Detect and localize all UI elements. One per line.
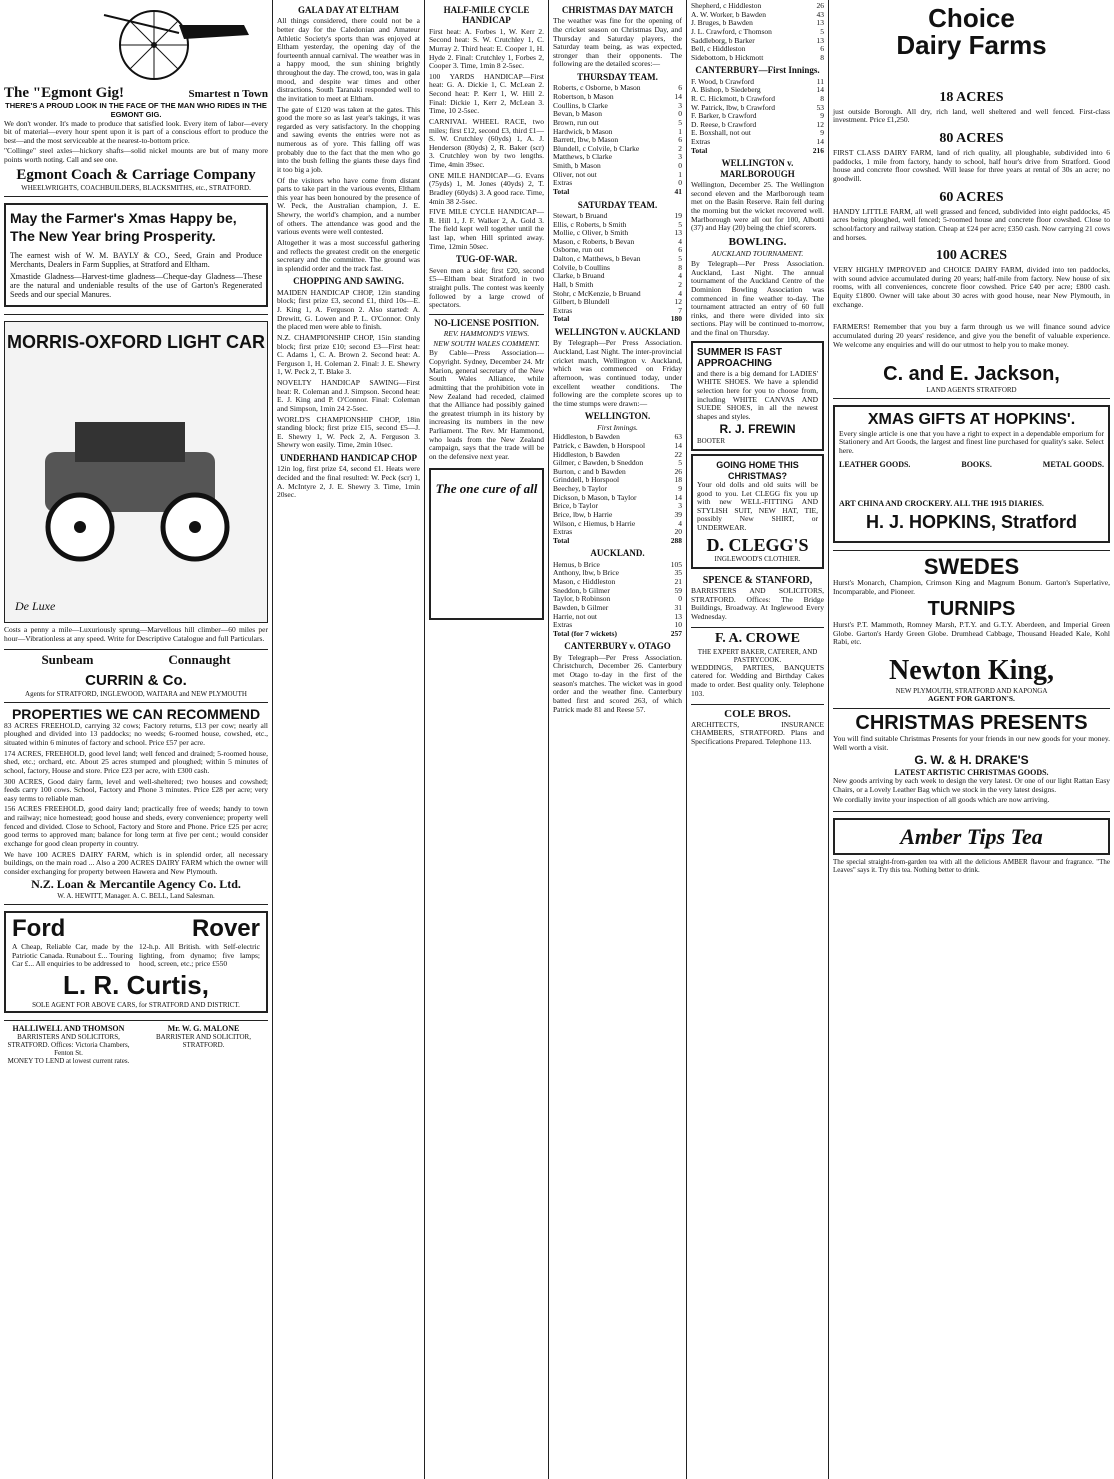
score-row (553, 520, 682, 529)
spence-name: SPENCE & STANFORD, (702, 575, 813, 587)
batsman-name: Bevan, b Mason (553, 109, 602, 119)
canterbury-first-innings-heading: CANTERBURY—First Innings. (695, 65, 820, 76)
score-row (553, 613, 682, 622)
canterbury-total: Total 216 (691, 145, 824, 155)
batsman-runs: 9 (820, 128, 824, 138)
auckland-scorecard (553, 561, 682, 630)
farm-acreage: 60 ACRES (939, 189, 1004, 205)
batsman-name: Stewart, b Bruand (553, 210, 608, 220)
batsman-runs: 8 (820, 52, 824, 62)
batsman-name: Hiddleston, b Bawden (553, 449, 620, 459)
batsman-name: Shepherd, c Hiddleston (691, 1, 762, 10)
batsman-runs: 5 (820, 26, 824, 36)
batsman-name: Taylor, b Robinson (553, 594, 611, 604)
cole-bros-ad (691, 705, 824, 753)
curtis-sub: SOLE AGENT FOR ABOVE CARS, for STRATFORD AND DISTRICT. (32, 1000, 240, 1009)
batsman-runs: 31 (674, 602, 682, 612)
batsman-runs: 10 (674, 620, 682, 630)
article-paragraph: Seven men a side; first £20, second £5—Eltham beat Stratford in two straight pulls. The contest was keenly followed by a large crowd of spectators. (429, 265, 544, 310)
article-paragraph: Of the visitors who have come from distant parts to take part in the various events, Eltham this year has been honoured by the presence of W. Peck, the Australian champion, J. E. Shewry, the world's champion, and a number of others. The attendance was good and the various events were well contested. (277, 175, 420, 237)
crowe-body: WEDDINGS, PARTIES, BANQUETS catered for. Wedding and Birthday Cakes made to order. Best quality only. Telephone 103. (691, 662, 824, 698)
batsman-runs: 0 (678, 109, 682, 119)
batsman-name: F. Barker, b Crawford (691, 111, 757, 121)
drake-sub: LATEST ARTISTIC CHRISTMAS GOODS. (894, 767, 1049, 777)
swedes-heading: SWEDES (923, 553, 1020, 579)
batsman-name: W. Patrick, lbw, b Crawford (691, 102, 776, 112)
malone-name: Mr. W. G. MALONE (167, 1023, 240, 1033)
hopkins-headline: XMAS GIFTS AT HOPKINS'. (867, 411, 1076, 429)
batsman-runs: 5 (678, 219, 682, 229)
batsman-name: Mollie, c Oliver, b Smith (553, 228, 629, 238)
money-to-lend: MONEY TO LEND at lowest current rates. (7, 1057, 130, 1066)
batsman-runs: 1 (678, 169, 682, 179)
article-paragraph: Altogether it was a most successful gathering and reflects the greatest credit on the energetic secretary and the committee. The ground was in splendid order and the track fast. (277, 237, 420, 273)
batsman-runs: 1 (678, 126, 682, 136)
cricket-headline: CHRISTMAS DAY MATCH (561, 5, 674, 15)
batsman-runs: 20 (674, 527, 682, 537)
batsman-runs: 26 (816, 1, 824, 10)
cure-ad (429, 468, 544, 620)
score-row (553, 528, 682, 537)
jackson-name: C. and E. Jackson, (883, 363, 1060, 386)
batsman-runs: 13 (674, 228, 682, 238)
batsman-runs: 59 (674, 585, 682, 595)
batsman-name: A. W. Worker, b Bawden (691, 9, 766, 19)
batsman-name: Stohr, c McKenzie, b Bruand (553, 288, 641, 298)
batsman-runs: 4 (678, 236, 682, 246)
column-advertisements-left (0, 0, 272, 1479)
batsman-runs: 53 (816, 102, 824, 112)
saturday-total: Total 180 (553, 314, 682, 324)
choice-heading: Choice (928, 3, 1015, 33)
turnips-body: Hurst's P.T. Mammoth, Romney Marsh, P.T.Y. and G.T.Y. Aberdeen, and Imperial Green Globe. Garton's Hardy Green Globe. Drumhead Cabbage, Thousand Headed Kale, Kohl Rabi, etc. (833, 620, 1110, 647)
ford-rover-ad (4, 905, 268, 1020)
batsman-name: Matthews, b Clarke (553, 152, 612, 162)
farmers-note: FARMERS! Remember that you buy a farm through us we will finance sound advice accumulated during 20 years' residence, and give you the benefit of valuable experience. We welcome any enquiries and will do our utmost to help you to make money. (833, 322, 1110, 349)
presents-body: You will find suitable Christmas Presents for your friends in our new goods for your money. Well worth a visit. (833, 733, 1110, 752)
batsman-name: Wilson, c Hiemus, b Harrie (553, 518, 636, 528)
batsman-runs: 21 (674, 577, 682, 587)
bowling-headline: BOWLING. (728, 235, 787, 248)
batsman-name: Blundell, c Colvile, b Clarke (553, 143, 640, 153)
nolicense-subheading: REV. HAMMOND'S VIEWS. (443, 329, 530, 339)
canterbury-scorecard (691, 78, 824, 147)
swedes-body: Hurst's Monarch, Champion, Crimson King and Magnum Bonum. Garton's Superlative, Incomparable, and Pioneer. (833, 577, 1110, 596)
newton-king-name: Newton King, (889, 655, 1054, 687)
thursday-scorecard (553, 84, 682, 188)
column-cricket-bowling-ads (687, 0, 828, 1479)
cole-sub: ARCHITECTS, INSURANCE CHAMBERS, STRATFORD. Plans and Specifications Prepared. Telephone 113. (691, 719, 824, 747)
batsman-runs: 3 (678, 152, 682, 162)
batsman-runs: 5 (678, 117, 682, 127)
hopkins-leather: LEATHER GOODS. (839, 459, 911, 469)
article-paragraph: First heat: A. Forbes 1, W. Kerr 2. Second heat: S. W. Crutchley 1, C. Murray 2. Third heat: E. Cooper 1, H. Hyde 2. Final: Crutchley 1, Forbes 2, Cooper 3. Time, 1min 8 2-5sec. (429, 26, 544, 71)
auckland-heading: AUCKLAND. (590, 548, 645, 559)
property-item: 156 ACRES FREEHOLD, good dairy land; practically free of weeds; handy to town and railway; nice homestead; good house and sheds, every convenience; property well fenced and divided. Close to School, Factory and Store and Phone. Price £25 per acre; good terms to approved man; balance for long term at five per cent.; would consider exchange for good clean property in country. (4, 804, 268, 848)
underhand-headline: UNDERHAND HANDICAP CHOP (280, 453, 417, 464)
gig-title: The "Egmont Gig! (4, 85, 124, 101)
batsman-runs: 14 (816, 137, 824, 147)
wellington-heading: WELLINGTON. (584, 411, 651, 422)
thursday-total: Total 41 (553, 186, 682, 196)
bayly-body-2: Xmastide Gladness—Harvest-time gladness—Cheque-day Gladness—These are the natural and undeniable results of the use of Garton's Regenerated Seeds and our special Manures. (10, 271, 262, 300)
ford-name: Ford (12, 915, 66, 943)
wellington-total: Total 288 (553, 535, 682, 545)
batsman-runs: 63 (674, 432, 682, 442)
batsman-name: Sidebottom, b Hickmott (691, 52, 764, 62)
batsman-name: Ellis, c Roberts, b Smith (553, 219, 627, 229)
batsman-name: Bell, c Hiddleston (691, 44, 746, 54)
car-title: MORRIS-OXFORD LIGHT CAR (7, 332, 265, 353)
batsman-name: R. C. Hickmott, b Crawford (691, 93, 775, 103)
batsman-name: Saddleborg, b Barker (691, 35, 755, 45)
batsman-runs: 8 (678, 262, 682, 272)
sunbeam-name: Sunbeam (41, 652, 94, 668)
car-illustration (4, 321, 268, 623)
clegg-sub: INGLEWOOD'S CLOTHIER. (714, 555, 801, 564)
batsman-runs: 4 (678, 271, 682, 281)
gig-body: We don't wonder. It's made to produce that satisfied look. Every item of labor—every bit of material—every hour spent upon it is part of a conscious effort to produce the best—and the most serviceable at the nearest-to-bottom price. (4, 118, 268, 145)
auckland-tournament-heading: AUCKLAND TOURNAMENT. (711, 249, 804, 259)
dairy-farms-ad (833, 2, 1110, 399)
drake-ad (833, 709, 1110, 812)
batsman-name: D. Reese, b Crawford (691, 119, 757, 129)
batsman-runs: 105 (670, 559, 682, 569)
batsman-name: Hemus, b Brice (553, 559, 600, 569)
batsman-runs: 4 (678, 288, 682, 298)
article-paragraph: ONE MILE HANDICAP—G. Evans (75yds) 1, M. Jones (40yds) 2, T. Bradley (60yds) 3. A good race. Time, 4min 38 2-5sec. (429, 170, 544, 206)
article-paragraph: N.Z. CHAMPIONSHIP CHOP, 15in standing block; first prize £10; second £3—First heat: C. Adams 1, C. A. Brown 2. Second heat: A. Ferguson 1, H. Coleman 2. Final: J. E. Shewry 1, W. Peck 2, T. Blake 3. (277, 332, 420, 377)
article-paragraph: 100 YARDS HANDICAP—First heat: G. A. Dickie 1, C. McLean 2. Second heat: P. Kerr 1, W. Hill 2. Final: Dickie 1, Kerr 2, McLean 3. Time, 10 2-5sec. (429, 71, 544, 116)
batsman-name: Anthony, lbw, b Brice (553, 568, 619, 578)
batsman-runs: 2 (678, 279, 682, 289)
wellington-auckland-headline: WELLINGTON v. AUCKLAND (554, 327, 681, 338)
batsman-runs: 13 (674, 611, 682, 621)
batsman-name: A. Bishop, b Siedeberg (691, 85, 761, 95)
batsman-runs: 2 (678, 143, 682, 153)
batsman-runs: 35 (674, 568, 682, 578)
spence-sub: BARRISTERS AND SOLICITORS, STRATFORD. Offices: The Bridge Buildings, Broadway. At Inglewood Every Wednesday. (691, 585, 824, 621)
sunbeam-connaught-ad (4, 650, 268, 702)
score-row (691, 129, 824, 138)
batsman-name: Mason, c Roberts, b Bevan (553, 236, 635, 246)
column-cricket (549, 0, 686, 1479)
clegg-ad (691, 454, 824, 569)
wellington-marlborough-headline: WELLINGTON v. MARLBOROUGH (720, 158, 795, 179)
farm-description: FIRST CLASS DAIRY FARM, land of rich quality, all ploughable, subdivided into 6 paddocks, 1 mile from factory, handy to school, half hour's drive from Stratford. Good house and concrete floor cowshed. Will lease for three years at rental of 30s an acre; no goodwill. (833, 148, 1110, 183)
cole-name: COLE BROS. (724, 708, 791, 721)
article-paragraph: 12in log, first prize £4, second £1. Heats were decided and the final resulted: W. Peck (scr) 1, A. McIntyre 2, J. E. Shewry 3. Time, 1min 20sec. (277, 464, 420, 500)
gig-illustration (4, 5, 268, 85)
score-row (553, 171, 682, 180)
batsman-runs: 14 (674, 92, 682, 102)
amber-sub: The special straight-from-garden tea with all the delicious AMBER flavour and fragrance. "The Leaves" says it. Try this tea. Nothing better to drink. (833, 858, 1110, 875)
article-paragraph: MAIDEN HANDICAP CHOP, 12in standing block; first prize £3, second £1, third 10s—E. J. King 1, A. Ferguson 2. Also started: A. Drewitt, G. Lowen and P. L. O'Connor. Only the placed men were able to finish. (277, 287, 420, 332)
batsman-runs: 12 (674, 297, 682, 307)
batsman-runs: 3 (678, 501, 682, 511)
drake-body-2: We cordially invite your inspection of all goods which are now arriving. (833, 795, 1050, 805)
presents-heading: CHRISTMAS PRESENTS (855, 711, 1088, 734)
batsman-name: Colvile, b Coullins (553, 262, 610, 272)
amber-tips-ad (833, 812, 1110, 880)
farm-description: just outside Borough. All dry, rich land, well sheltered and well fenced. First-class investment. Price £1,250. (833, 106, 1110, 125)
batsman-runs: 8 (820, 93, 824, 103)
batsman-runs: 6 (820, 44, 824, 54)
batsman-runs: 22 (674, 449, 682, 459)
property-item: 174 ACRES, FREEHOLD, good level land; well fenced and drained; 5-roomed house, shed, etc.; orchard, etc. About 25 acres stumped and ploughed; within 5 minutes of school, factory, House and store. Price £23 per acre, with £300 cash. (4, 748, 268, 775)
batsman-name: Extras (553, 620, 573, 630)
batsman-runs: 7 (678, 305, 682, 315)
newton-king-agent: AGENT FOR GARTON'S. (928, 694, 1015, 704)
batsman-name: Bawden, b Gilmer (553, 602, 609, 612)
batsman-runs: 14 (674, 492, 682, 502)
batsman-name: Sneddon, b Gilmer (553, 585, 610, 595)
going-home-body: Your old dolls and old suits will be good to you. Let CLEGG fix you up with new WELL-FITTING AND STYLISH SUIT, NEW HAT, TIE, possibly New SHIRT, or UNDERWEAR. (697, 479, 818, 533)
batsman-name: Brice, b Taylor (553, 501, 598, 511)
article-paragraph: NOVELTY HANDICAP SAWING—First heat: R. Coleman and J. Simpson. Second heat: E. J. King and P. O'Connor. Final: Coleman and Simpson, 1min 24 2-5sec. (277, 378, 420, 413)
batsman-runs: 5 (678, 254, 682, 264)
halliwell-sub: BARRISTERS AND SOLICITORS, STRATFORD. Offices: Victoria Chambers, Fenton St. (7, 1032, 130, 1057)
batsman-runs: 9 (678, 484, 682, 494)
currin-sub: Agents for STRATFORD, INGLEWOOD, WAITARA and NEW PLYMOUTH (25, 689, 247, 698)
article-paragraph: By Cable—Press Association—Copyright. Sydney, December 24. Mr Marion, general secretary of the New South Wales Alliance, while admitting that the prohibition vote in New Zealand had receded, claimed that the Alliance had possibly gained the greatest triumph in its history by increasing its numbers in the new Parliament. The Rev. Mr Hammond, who leads from the New Zealand campaign, says that the trade will be on the defensive next year. (429, 348, 544, 461)
batsman-runs: 9 (820, 111, 824, 121)
hopkins-name: H. J. HOPKINS, Stratford (865, 511, 1078, 532)
batsman-runs: 3 (678, 100, 682, 110)
batsman-name: F. Wood, b Crawford (691, 76, 755, 86)
article-paragraph: By Telegraph—Per Press Association. Auckland, Last Night. The annual tournament of the Auckland Centre of the Dominion Bowling Association was commenced in fine weather to-day. The tournament attracted an entry of 60 full rinks, and there were divided into six sections. Play will be continued to-morrow, and the final on Thursday. (691, 259, 824, 338)
batsman-name: Patrick, c Bawden, b Horspool (553, 440, 646, 450)
batsman-name: Brice, lbw, b Harrie (553, 509, 613, 519)
farm-acreage: 18 ACRES (939, 89, 1004, 105)
batsman-runs: 11 (816, 76, 824, 86)
batsman-name: Brown, run out (553, 117, 599, 127)
farm-description: HANDY LITTLE FARM, all well grassed and fenced, subdivided into eight paddocks, 45 acres being ploughed, well fenced; 5-roomed house and concrete floor cowshed. Close to school/factory and railway station. Cheap at £24 per acre; £350 cash. Now carrying 21 cows and horses. (833, 206, 1110, 242)
canterbury-scorecard-top (691, 2, 824, 62)
article-paragraph: CARNIVAL WHEEL RACE, two miles; first £12, second £3, third £1—S. W. Crutchley (60yds) 1, A. J. Henderson (80yds) 2, R. Baker (scr) 3. Crutchley won by two lengths. Time, 4min 39sec. (429, 116, 544, 170)
egmont-gig-ad (4, 2, 268, 197)
canterbury-otago-headline: CANTERBURY v. OTAGO (564, 641, 671, 652)
saturday-team-heading: SATURDAY TEAM. (577, 199, 658, 210)
article-paragraph: By Telegraph—Per Press Association. Christchurch, December 26. Canterbury met Otago to-day in the first of the season's matches. The wicket was in good order and the weather fine. Canterbury batted first and scored 263, of which Patrick made 81 and Reese 57. (553, 652, 682, 714)
nolicense-headline: NO-LICENSE POSITION. (434, 317, 539, 328)
farm-description: VERY HIGHLY IMPROVED and CHOICE DAIRY FARM, divided into ten paddocks, with sound advice accumulated during 20 years; half-mile from factory. New house of six rooms, with all conveniences, concrete floor cowshed. Price £40 per acre; £800 cash. Equity £1800. Owner will take about 30 acres with good house, near New Plymouth, in exchange. (833, 265, 1110, 309)
batsman-name: Hardwick, b Mason (553, 126, 613, 136)
batsman-name: Hall, b Smith (553, 279, 594, 289)
chopping-headline: CHOPPING AND SAWING. (293, 276, 404, 287)
batsman-runs: 13 (816, 18, 824, 28)
batsman-runs: 13 (816, 35, 824, 45)
batsman-name: Dickson, b Mason, b Taylor (553, 492, 637, 502)
batsman-runs: 5 (678, 458, 682, 468)
column-sports-results (425, 0, 548, 1479)
saturday-scorecard (553, 212, 682, 316)
jackson-sub: LAND AGENTS STRATFORD (926, 386, 1017, 395)
article-paragraph: The gate of £120 was taken at the gates. This good the more so as last year's takings, it was regarded as very satisfactory. In the chopping and sawing events the entries were not as numerous as of yore. This falling off was probably due to the fact that the men who go into the bush felling the giants these days find it too big a job. (277, 104, 420, 174)
summer-body: and there is a big demand for LADIES' WHITE SHOES. We have a splendid selection here for you to choose from, including WHITE CANVAS AND SUEDE SHOES, in all the newest shapes and styles. (697, 368, 818, 421)
article-paragraph: By Telegraph—Per Press Association. Auckland, Last Night. The inter-provincial cricket match, Wellington v. Auckland, which was commenced on Friday afternoon, was continued today, under excellent weather conditions. The following are the complete scores up to the time stumps were drawn:— (553, 338, 682, 408)
properties-ad (4, 703, 268, 906)
gig-subheading: THERE'S A PROUD LOOK IN THE FACE OF THE MAN WHO RIDES IN THE EGMONT GIG. (5, 101, 267, 119)
batsman-runs: 6 (678, 83, 682, 93)
batsman-runs: 12 (816, 119, 824, 129)
currin-name: CURRIN & Co. (85, 672, 187, 690)
coach-company-sub: WHEELWRIGHTS, COACHBUILDERS, BLACKSMITHS, etc., STRATFORD. (21, 183, 251, 192)
batsman-name: Grinddell, b Horspool (553, 475, 620, 485)
score-row (553, 298, 682, 307)
batsman-name: J. Bruges, b Bawden (691, 18, 753, 28)
curtis-name: L. R. Curtis, (63, 969, 209, 1000)
batsman-name: Roberts, c Osborne, b Mason (553, 83, 641, 93)
summer-headline: SUMMER IS FAST APPROACHING (697, 346, 783, 370)
properties-title: PROPERTIES WE CAN RECOMMEND (11, 705, 261, 722)
batsman-runs: 14 (816, 85, 824, 95)
batsman-runs: 19 (674, 210, 682, 220)
cure-ad-title: The one cure of all (435, 480, 538, 496)
crowe-sub: THE EXPERT BAKER, CATERER, AND PASTRYCOOK. (697, 647, 818, 664)
batsman-name: Clarke, b Bruand (553, 271, 605, 281)
gig-tagline: Smartest n Town (188, 88, 268, 100)
first-innings-label: First Innings. (597, 422, 638, 432)
frewin-name: R. J. FREWIN (719, 422, 796, 437)
tug-headline: TUG-OF-WAR. (455, 254, 518, 265)
batsman-name: Extras (691, 137, 711, 147)
property-item: 300 ACRES, Good dairy farm, level and well-sheltered; two houses and cowshed; feeds carry 100 cows. School, Factory and Phone 3 minutes. Price £28 per acre; very easy terms to reliable man. (4, 776, 268, 803)
article-paragraph: All things considered, there could not be a better day for the Caledonian and Amateur Athletic Society's sports than was enjoyed at Eltham yesterday, the opening day of the fourteenth annual carnival. The weather was in a happy mood, the sun shining brightly throughout the day. The crowd, too, was in gala mood, and despite war times and other distractions, South Taranaki responded well to the invitation to meet at Eltham. (277, 16, 420, 103)
clegg-name: D. CLEGG'S (706, 534, 809, 555)
article-paragraph: The weather was fine for the opening of the cricket season on Christmas Day, and Thursday and Saturday players, the Saturday team being, as was expected, stronger than their opponents. The following are the detailed scores:— (553, 16, 682, 69)
batsman-runs: 0 (678, 178, 682, 188)
batsman-name: E. Boxshall, not out (691, 128, 751, 138)
turnips-heading: TURNIPS (927, 598, 1016, 621)
batsman-name: Gilmer, c Bawden, b Sneddon (553, 458, 644, 468)
batsman-name: Barrett, lbw, b Mason (553, 135, 619, 145)
properties-note: We have 100 ACRES DAIRY FARM, which is in splendid order, all necessary buildings, on the main road ... Also a 200 ACRES DAIRY FARM which the owner will consider exchanging for property between Hawera and New Plymouth. (4, 849, 268, 876)
car-subtitle: De Luxe (15, 599, 56, 614)
batsman-runs: 4 (678, 518, 682, 528)
hopkins-books: BOOKS. (961, 459, 992, 469)
article-paragraph: FIVE MILE CYCLE HANDICAP—R. Hill 1, J. F. Walker 2, A. Gold 3. The field kept well together until the last lap, when Hill sprinted away. Time, 12min 50sec. (429, 207, 544, 251)
drake-name: G. W. & H. DRAKE'S (914, 753, 1029, 768)
score-row (691, 138, 824, 147)
batsman-name: Dalton, c Matthews, b Bevan (553, 254, 641, 264)
batsman-name: Coullins, b Clarke (553, 100, 608, 110)
batsman-name: Burton, c and b Bawden (553, 466, 626, 476)
thursday-team-heading: THURSDAY TEAM. (577, 72, 658, 83)
gala-headline: GALA DAY AT ELTHAM (298, 5, 399, 15)
dairy-farms-heading: Dairy Farms (896, 30, 1047, 60)
batsman-runs: 26 (674, 466, 682, 476)
bayly-body: The earnest wish of W. M. BAYLY & CO., Seed, Grain and Produce Merchants, Dealers in Farm Supplies, at Stratford and Eltham. (10, 251, 262, 270)
batsman-name: Beechey, b Taylor (553, 484, 608, 494)
article-paragraph: WORLD'S CHAMPIONSHIP CHOP, 18in standing block; first prize £15, second £5—J. E. Shewry 1, W. Peck 2, A. Ferguson 3. Shewry won easily. Time, 2min 10sec. (277, 414, 420, 450)
farm-acreage: 80 ACRES (939, 130, 1004, 146)
batsman-runs: 0 (678, 594, 682, 604)
batsman-name: Smith, b Mason (553, 161, 601, 171)
batsman-runs: 6 (678, 245, 682, 255)
spence-stanford-ad (691, 572, 824, 628)
hopkins-ad (833, 399, 1110, 550)
batsman-name: Osborne, run out (553, 245, 604, 255)
bayly-headline: May the Farmer's Xmas Happy be, The New Year bring Prosperity. (10, 209, 237, 245)
property-item: 83 ACRES FREEHOLD, carrying 32 cows; Factory returns, £13 per cow; nearly all ploughed and divided into 13 paddocks; no weeds; 6-roomed house, cowshed, etc., situated within 6 minutes of factory and school. Price £57 per acre. (4, 720, 268, 748)
nz-loan-name: N.Z. Loan & Mercantile Agency Co. Ltd. (31, 877, 241, 892)
batsman-name: Hiddleston, b Bawden (553, 432, 620, 442)
batsman-runs: 18 (674, 475, 682, 485)
wellington-scorecard (553, 433, 682, 537)
rover-name: Rover (191, 915, 260, 943)
hopkins-metal: METAL GOODS. (1042, 459, 1104, 469)
bayly-xmas-ad (4, 197, 268, 315)
batsman-name: Harrie, not out (553, 611, 597, 621)
batsman-runs: 6 (678, 135, 682, 145)
coach-company-name: Egmont Coach & Carriage Company (16, 166, 256, 183)
batsman-name: Mason, c Hiddleston (553, 577, 616, 587)
connaught-name: Connaught (168, 652, 231, 668)
nsw-subheading: NEW SOUTH WALES COMMENT. (433, 338, 540, 348)
batsman-name: J. L. Crawford, c Thomson (691, 26, 772, 36)
batsman-runs: 14 (674, 440, 682, 450)
going-home-headline: GOING HOME THIS CHRISTMAS? (716, 460, 799, 481)
nz-loan-sub: W. A. HEWITT, Manager. A. C. BELL, Land Salesman. (57, 892, 215, 901)
car-caption: Costs a penny a mile—Luxuriously sprung—Marvellous hill climber—60 miles per hour—Vibrationless at any speed. Write for Descriptive Catalogue and full Particulars. (4, 625, 268, 643)
amber-name: Amber Tips Tea (900, 823, 1043, 849)
batsman-name: Extras (553, 178, 573, 188)
batsman-name: Robertson, b Mason (553, 92, 614, 102)
article-paragraph: Wellington, December 25. The Wellington second eleven and the Marlborough team met on the Basin Reserve. Rain fell during the morning but the wicket recovered well. Marlborough were all out for 100, Albotti (37) and Hay (20) being the chief scorers. (691, 180, 824, 233)
gig-body-2: "Collinge" steel axles—hickory shafts—solid nickel mounts are but of many more points worth noting. Call and see one. (4, 146, 268, 164)
hopkins-art: ART CHINA AND CROCKERY. ALL THE 1915 DIARIES. (839, 498, 1044, 508)
score-row (691, 54, 824, 63)
score-row (553, 307, 682, 316)
frewin-sub: BOOTER (697, 437, 725, 446)
batsman-runs: 43 (816, 9, 824, 19)
batsman-name: Extras (553, 527, 573, 537)
batsman-name: Oliver, not out (553, 169, 597, 179)
column-advertisements-right (829, 0, 1114, 1479)
farm-acreage: 100 ACRES (935, 248, 1008, 264)
batsman-name: Extras (553, 305, 573, 315)
drake-body: New goods arriving by each week to design the very latest. Or one of our light Rattan Easy Chairs, or a Lovely Leather Bag which we stock in the very latest designs. (833, 776, 1110, 794)
hopkins-intro: Every single article is one that you have a right to expect in a dependable emporium for Stationery and Art Goods, the largest and finest line purchased for quality's sake. Select here. (839, 428, 1104, 455)
morris-oxford-ad (4, 315, 268, 650)
ford-text: A Cheap, Reliable Car, made by the Patriotic Canada. Runabout £... Touring Car £... All enquiries to be addressed to (12, 941, 133, 969)
malone-sub: BARRISTER AND SOLICITOR, STRATFORD. (156, 1032, 251, 1049)
batsman-name: Gilbert, b Blundell (553, 297, 610, 307)
newton-king-ad (833, 551, 1110, 709)
newton-king-sub: NEW PLYMOUTH, STRATFORD AND KAPONGA (895, 687, 1048, 696)
rover-text: 12-h.p. All British. with Self-electric lighting, from dynamo; five lamps; hood, screen, etc.; price £550 (139, 941, 260, 969)
crowe-name: F. A. CROWE (714, 631, 801, 647)
score-row (553, 179, 682, 188)
frewin-ad (691, 341, 824, 452)
column-gala-day (273, 0, 424, 1479)
auckland-total: Total (for 7 wickets) 257 (553, 628, 682, 638)
batsman-runs: 39 (674, 509, 682, 519)
halliwell-name: HALLIWELL AND THOMSON (12, 1023, 125, 1033)
solicitors-ads (4, 1021, 268, 1069)
farms-list (833, 90, 1110, 310)
batsman-runs: 0 (678, 161, 682, 171)
cycle-headline: HALF-MILE CYCLE HANDICAP (443, 5, 530, 26)
crowe-ad (691, 628, 824, 705)
